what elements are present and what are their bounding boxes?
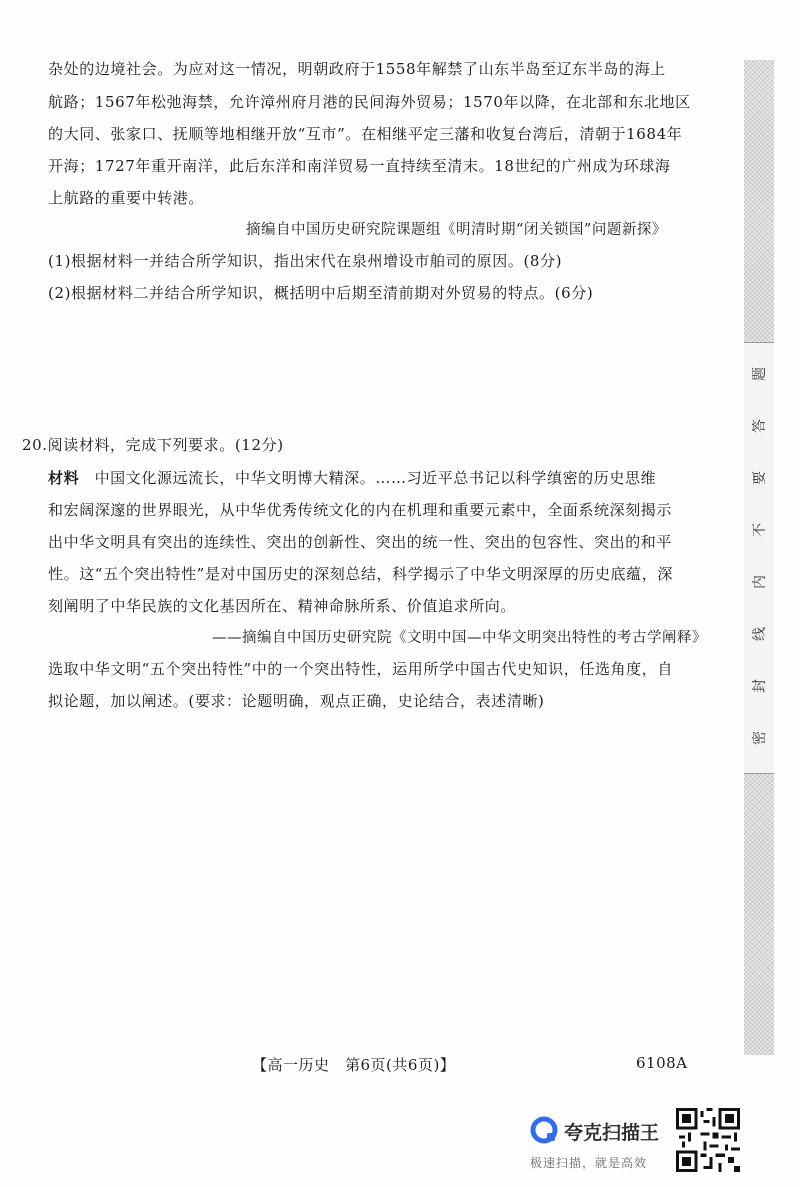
scanner-slogan: 极速扫描，就是高效 [530, 1156, 648, 1170]
seal-char-6: 要 [752, 471, 768, 485]
seal-char-8: 题 [752, 367, 768, 381]
q20-task-line-1: 选取中华文明“五个突出特性”中的一个突出特性，运用所学中国古代史知识，任选角度，自 [48, 660, 673, 678]
seal-char-7: 答 [752, 419, 768, 433]
q20-material-line-3: 出中华文明具有突出的连续性、突出的创新性、突出的统一性、突出的包容性、突出的和平 [48, 533, 673, 551]
material2-line-1: 杂处的边境社会。为应对这一情况，明朝政府于1558年解禁了山东半岛至辽东半岛的海上 [48, 60, 666, 78]
scanner-watermark [530, 1112, 668, 1176]
seal-char-5: 不 [752, 523, 768, 537]
material2-source: 摘编自中国历史研究院课题组《明清时期“闭关锁国”问题新探》 [246, 222, 667, 238]
seal-char-2: 封 [752, 679, 768, 693]
material2-line-5: 上航路的重要中转港。 [48, 189, 205, 207]
q20-material-label: 材料 [48, 469, 80, 487]
q20-header: 20.阅读材料，完成下列要求。(12分) [22, 436, 284, 454]
q19-subquestion-1: (1)根据材料一并结合所学知识，指出宋代在泉州增设市舶司的原因。(8分) [48, 252, 563, 270]
seal-char-3: 线 [752, 627, 768, 641]
material2-line-2: 航路；1567年松弛海禁，允许漳州府月港的民间海外贸易；1570年以降，在北部和东北地区 [48, 93, 691, 111]
q20-material-line-5: 刻阐明了中华民族的文化基因所在、精神命脉所系、价值追求所向。 [48, 597, 517, 615]
quark-logo-icon [530, 1116, 558, 1144]
q20-material-line-2: 和宏阔深邃的世界眼光，从中华优秀传统文化的内在机理和重要元素中，全面系统深刻揭示 [48, 501, 673, 519]
q20-material-text-1: 中国文化源远流长，中华文明博大精深。……习近平总书记以科学缜密的历史思维 [94, 469, 657, 487]
qr-code-icon [676, 1108, 740, 1172]
scanner-brand: 夸克扫描王 [564, 1122, 660, 1144]
seal-char-4: 内 [752, 575, 768, 589]
material2-line-3: 的大同、张家口、抚顺等地相继开放“互市”。在相继平定三藩和收复台湾后，清朝于1684年 [48, 125, 683, 143]
q19-subquestion-2: (2)根据材料二并结合所学知识，概括明中后期至清前期对外贸易的特点。(6分) [48, 284, 594, 302]
q20-source: ——摘编自中国历史研究院《文明中国—中华文明突出特性的考古学阐释》 [212, 630, 707, 646]
material2-line-4: 开海；1727年重开南洋，此后东洋和南洋贸易一直持续至清末。18世纪的广州成为环球海 [48, 157, 671, 175]
q20-material-line-4: 性。这“五个突出特性”是对中国历史的深刻总结，科学揭示了中华文明深厚的历史底蕴，深 [48, 565, 673, 583]
q20-task-line-2: 拟论题，加以阐述。(要求：论题明确，观点正确，史论结合，表述清晰) [48, 692, 545, 710]
page-footer: 【高一历史 第6页(共6页)】 [252, 1056, 456, 1074]
seal-char-1: 密 [752, 731, 768, 745]
seal-line-notice [744, 342, 774, 774]
q20-material-line-1 [48, 467, 656, 488]
paper-code: 6108A [636, 1054, 688, 1072]
